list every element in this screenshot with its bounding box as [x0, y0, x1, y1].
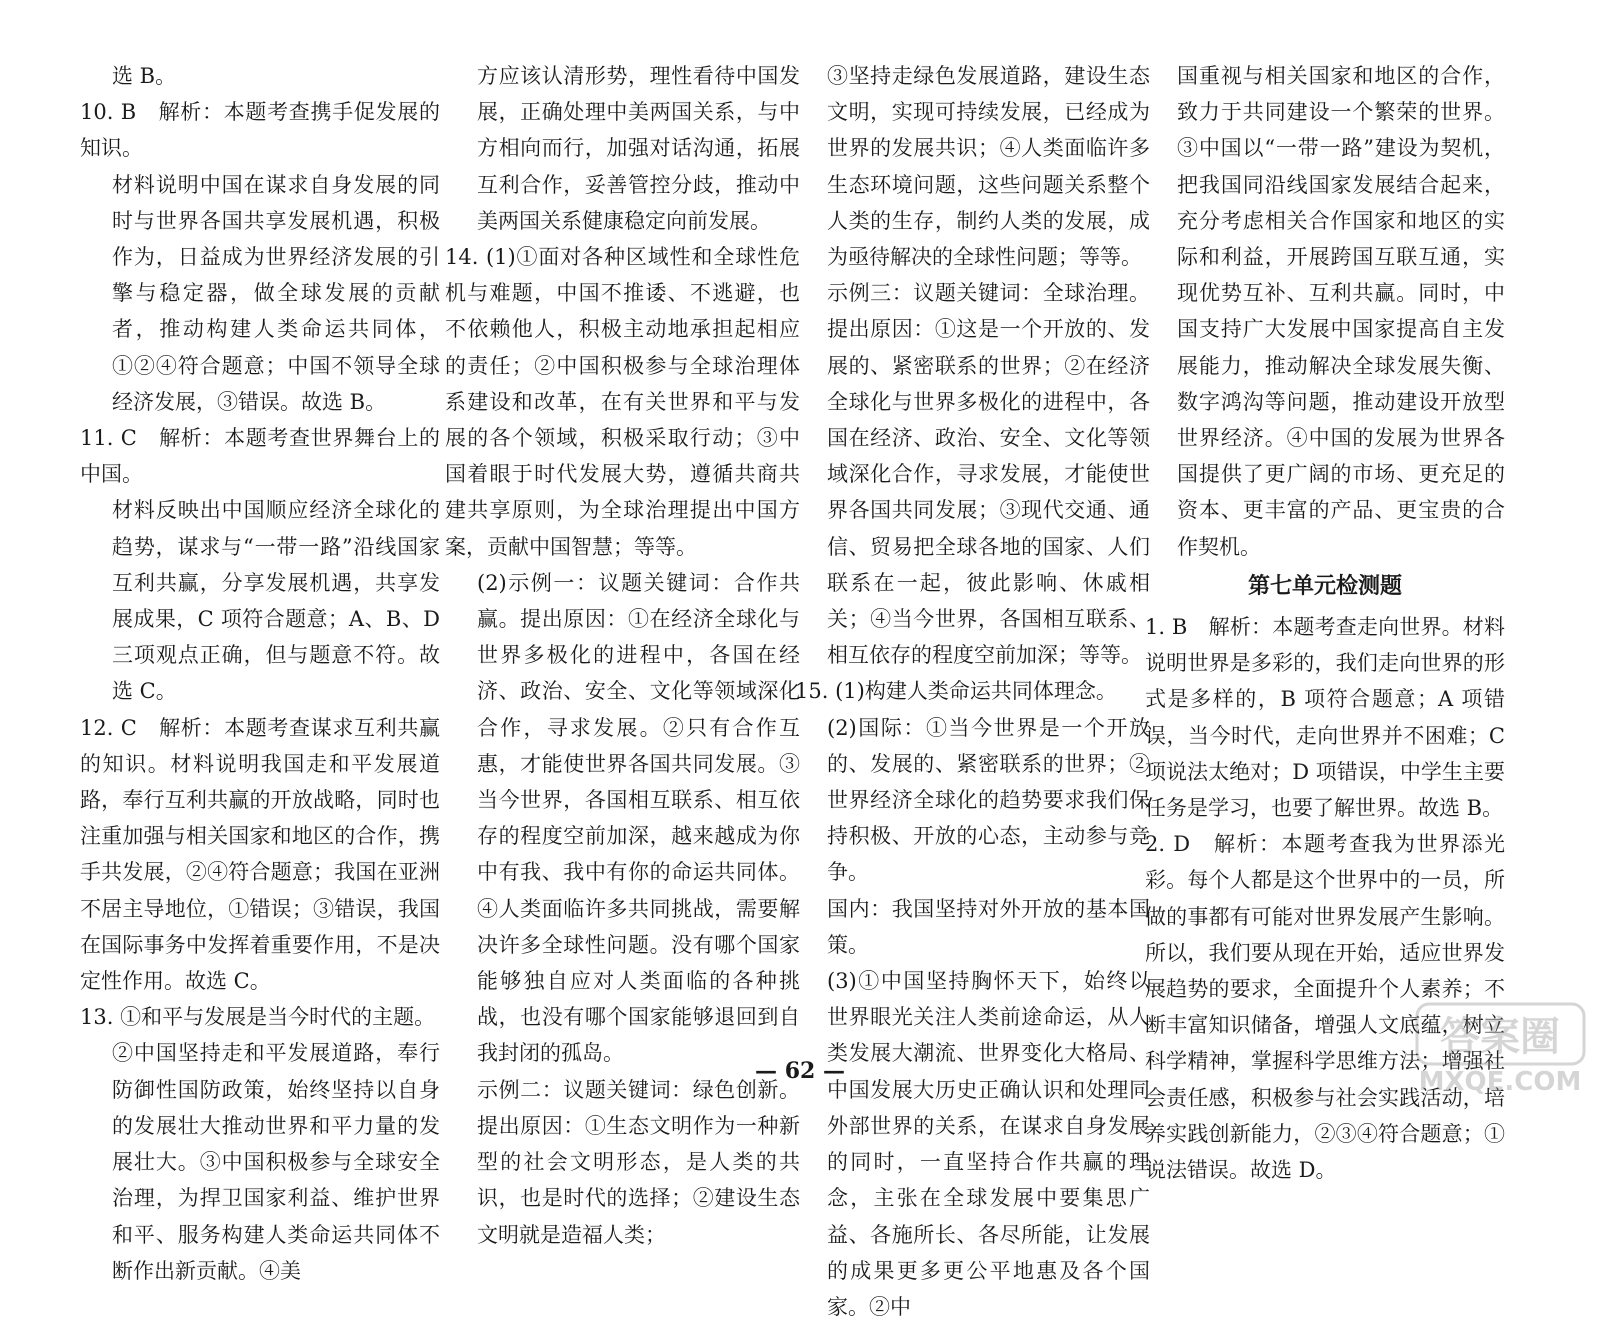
- watermark-logo: [1413, 998, 1588, 1098]
- col3-paragraph: 示例三：议题关键词：全球治理。提出原因：①这是一个开放的、发展的、紧密联系的世界；②在经济全球化与世界多极化的进程中，各国在经济、政治、安全、文化等领域深化合作，寻求发展，才能使世界各国共同发展；③现代交通、通信、贸易把全球各地的国家、人们联系在一起，彼此影响、休戚相关；④当今世界，各国相互联系、相互依存的程度空前加深；等等。: [827, 281, 1150, 668]
- col1-paragraph: 材料反映出中国顺应经济全球化的趋势，谋求与“一带一路”沿线国家互利共赢，分享发展机遇，共享发展成果，C 项符合题意；A、B、D 三项观点正确，但与题意不符。故选 C。: [112, 498, 440, 704]
- col3-paragraph: 15. (1)构建人类命运共同体理念。: [795, 679, 1117, 704]
- col2-paragraph: 方应该认清形势，理性看待中国发展，正确处理中美两国关系，与中方相向而行，加强对话沟通，拓展互利合作，妥善管控分歧，推动中美两国关系健康稳定向前发展。: [477, 64, 800, 233]
- watermark-text-1: 答案圈: [1440, 1014, 1560, 1060]
- col4-paragraph: 第七单元检测题: [1247, 573, 1402, 599]
- col1-paragraph: ②中国坚持走和平发展道路，奉行防御性国防政策，始终坚持以自身的发展壮大推动世界和平力量的发展壮大。③中国积极参与全球安全治理，为捍卫国家利益、维护世界和平、服务构建人类命运共同体不断作出新贡献。④美: [112, 1041, 440, 1283]
- watermark-text-2: MXQE.COM: [1418, 1067, 1582, 1097]
- col1-paragraph: 11. C 解析：本题考查世界舞台上的中国。: [80, 426, 440, 487]
- col4-paragraph: 国重视与相关国家和地区的合作，致力于共同建设一个繁荣的世界。③中国以“一带一路”建设为契机，把我国同沿线国家发展结合起来，充分考虑相关合作国家和地区的实际和利益，开展跨国互联互通，实现优势互补、互利共赢。同时，中国支持广大发展中国家提高自主发展能力，推动解决全球发展失衡、数字鸿沟等问题，推动建设开放型世界经济。④中国的发展为世界各国提供了更广阔的市场、更充足的资本、更丰富的产品、更宝贵的合作契机。: [1177, 64, 1505, 559]
- col4-paragraph: 2. D 解析：本题考查我为世界添光彩。每个人都是这个世界中的一员，所做的事都有可能对世界发展产生影响。所以，我们要从现在开始，适应世界发展趋势的要求，全面提升个人素养；不断丰富知识储备，增强人文底蕴，树立科学精神，掌握科学思维方法；增强社会责任感，积极参与社会实践活动，培养实践创新能力，②③④符合题意；①说法错误。故选 D。: [1145, 832, 1505, 1183]
- col1-paragraph: 13. ①和平与发展是当今时代的主题。: [80, 1005, 436, 1030]
- col3-paragraph: (3)①中国坚持胸怀天下，始终以世界眼光关注人类前途命运，从人类发展大潮流、世界变化大格局、中国发展大历史正确认识和处理同外部世界的关系，在谋求自身发展的同时，一直坚持合作共赢的理念，主张在全球发展中要集思广益、各施所长、各尽所能，让发展的成果更多更公平地惠及各个国家。②中: [827, 969, 1150, 1319]
- col1-paragraph: 12. C 解析：本题考查谋求互利共赢的知识。材料说明我国走和平发展道路，奉行互利共赢的开放战略，同时也注重加强与相关国家和地区的合作，携手共发展，②④符合题意；我国在亚洲不居主导地位，①错误；③错误，我国在国际事务中发挥着重要作用，不是决定性作用。故选 C。: [80, 715, 440, 994]
- col4-paragraph: 1. B 解析：本题考查走向世界。材料说明世界是多彩的，我们走向世界的形式是多样的，B 项符合题意；A 项错误，当今时代，走向世界并不困难；C 项说法太绝对；D 项错误，中学生主要任务是学习，也要了解世界。故选 B。: [1145, 615, 1505, 821]
- col3-paragraph: 国内：我国坚持对外开放的基本国策。: [827, 896, 1150, 957]
- col1-paragraph: 10. B 解析：本题考查携手促发展的知识。: [80, 100, 440, 161]
- col3-paragraph: (2)国际：①当今世界是一个开放的、发展的、紧密联系的世界；②世界经济全球化的趋势要求我们保持积极、开放的心态，主动参与竞争。: [827, 715, 1150, 885]
- col2-paragraph: (2)示例一：议题关键词：合作共赢。提出原因：①在经济全球化与世界多极化的进程中，各国在经济、政治、安全、文化等领域深化合作，寻求发展。②只有合作互惠，才能使世界各国共同发展。③当今世界，各国相互联系、相互依存的程度空前加深，越来越成为你中有我、我中有你的命运共同体。④人类面临许多共同挑战，需要解决许多全球性问题。没有哪个国家能够独自应对人类面临的各种挑战，也没有哪个国家能够退回到自我封闭的孤岛。: [477, 570, 800, 1066]
- page-number: — 62 —: [755, 1058, 845, 1084]
- col2-paragraph: 示例二：议题关键词：绿色创新。提出原因：①生态文明作为一种新型的社会文明形态，是人类的共识，也是时代的选择；②建设生态文明就是造福人类；: [477, 1077, 800, 1247]
- col1-paragraph: 选 B。: [112, 64, 177, 88]
- col2-paragraph: 14. (1)①面对各种区域性和全球性危机与难题，中国不推诿、不逃避，也不依赖他人，积极主动地承担起相应的责任；②中国积极参与全球治理体系建设和改革，在有关世界和平与发展的各个领域，积极采取行动；③中国着眼于时代发展大势，遵循共商共建共享原则，为全球治理提出中国方案，贡献中国智慧；等等。: [445, 245, 800, 559]
- col1-paragraph: 材料说明中国在谋求自身发展的同时与世界各国共享发展机遇，积极作为，日益成为世界经济发展的引擎与稳定器，做全球发展的贡献者，推动构建人类命运共同体，①②④符合题意；中国不领导全球经济发展，③错误。故选 B。: [112, 172, 440, 414]
- col3-paragraph: ③坚持走绿色发展道路，建设生态文明，实现可持续发展，已经成为世界的发展共识；④人类面临许多生态环境问题，这些问题关系整个人类的生存，制约人类的发展，成为亟待解决的全球性问题；等等。: [827, 64, 1150, 270]
- watermark-icon: [1413, 998, 1588, 1098]
- column-3: [795, 58, 1150, 1325]
- column-1: [80, 58, 440, 1289]
